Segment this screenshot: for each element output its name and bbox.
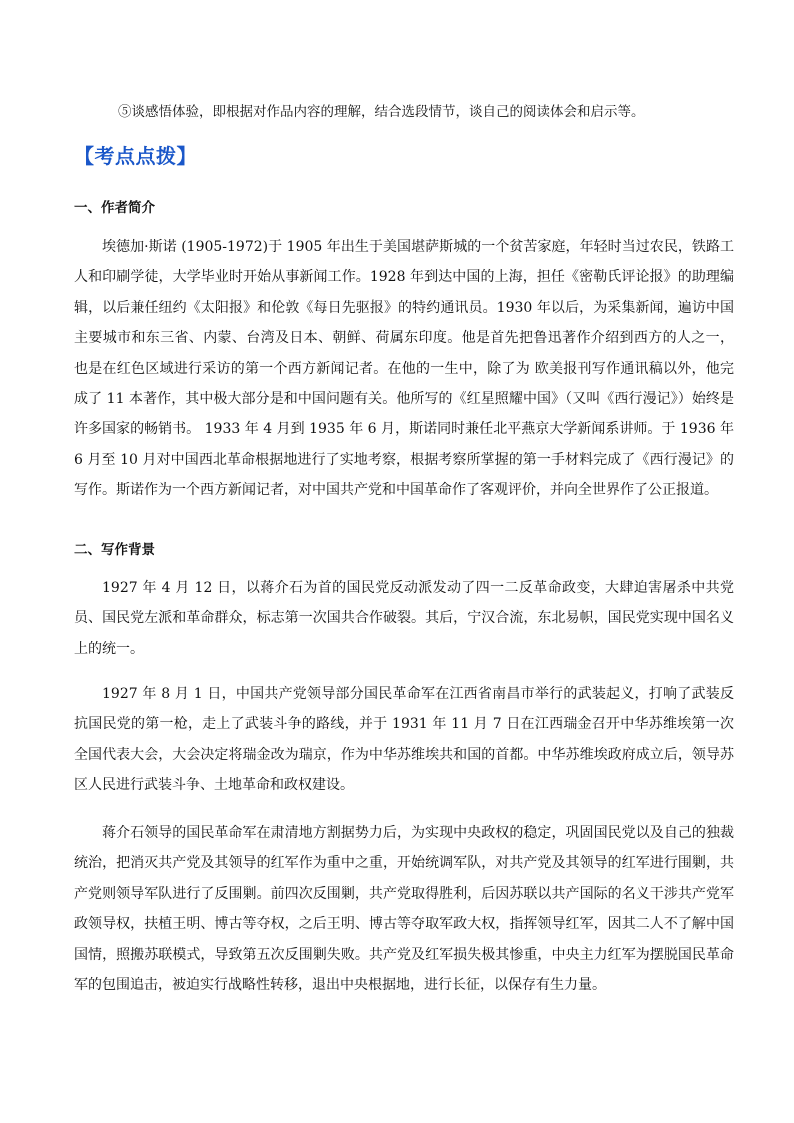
background-heading: 二、写作背景 — [74, 542, 155, 558]
background-paragraph-3: 蒋介石领导的国民革命军在肃清地方割据势力后，为实现中央政权的稳定，巩固国民党以及自己的独裁统治，把消灭共产党及其领导的红军作为重中之重，开始统调军队，对共产党及其领导的红军进行围剿，共产党则领导军队进行了反围剿。前四次反围剿，共产党取得胜利，后因苏联以共产国际的名义干涉共产党军政领导权，扶植王明、博古等夺权，之后王明、博古等夺取军政大权，指挥领导红军，因其二人不了解中国国情，照搬苏联模式，导致第五次反围剿失败。共产党及红军损失极其惨重，中央主力红军为摆脱国民革命军的包围追击，被迫实行战略性转移，退出中央根据地，进行长征，以保存有生力量。 — [74, 825, 734, 994]
author-paragraph: 埃德加·斯诺 (1905-1972)于 1905 年出生于美国堪萨斯城的一个贫苦家庭，年轻时当过农民，铁路工人和印刷学徒，大学毕业时开始从事新闻工作。1928 年到达中国的上海，担任《密勒氏评论报》的助理编辑，以后兼任纽约《太阳报》和伦敦《每日先驱报》的特约通讯员。1930 年以后，为采集新闻，遍访中国主要城市和东三省、内蒙、台湾及日本、朝鲜、荷属东印度。他是首先把鲁迅著作介绍到西方的人之一， 也是在红色区域进行采访的第一个西方新闻记者。在他的一生中，除了为 欧美报刊写作通讯稿以外，他完成了 11 本著作，其中极大部分是和中国问题有关。他所写的《红星照耀中国》（又叫《西行漫记》）始终是许多国家的畅销书。 1933 年 4 月到 1935 年 6 月，斯诺同时兼任北平燕京大学新闻系讲师。于 1936 年 6 月至 10 月对中国西北革命根据地进行了实地考察，根据考察所掌握的第一手材料完成了《西行漫记》的写作。斯诺作为一个西方新闻记者，对中国共产党和中国革命作了客观评价，并向全世界作了公正报道。 — [74, 239, 734, 499]
background-paragraph-2: 1927 年 8 月 1 日，中国共产党领导部分国民革命军在江西省南昌市举行的武装起义，打响了武装反抗国民党的第一枪，走上了武装斗争的路线，并于 1931 年 11 月 7 日在江西瑞金召开中华苏维埃第一次全国代表大会，大会决定将瑞金改为瑞京，作为中华苏维埃共和国的首都。中华苏维埃政府成立后，领导苏区人民进行武装斗争、土地革命和政权建设。 — [74, 686, 734, 794]
item-5-text: ⑤谈感悟体验，即根据对作品内容的理解，结合选段情节，谈自己的阅读体会和启示等。 — [118, 104, 645, 120]
section-title: 【考点点拨】 — [74, 144, 197, 168]
author-heading: 一、作者简介 — [74, 200, 155, 216]
background-paragraph-1: 1927 年 4 月 12 日，以蒋介石为首的国民党反动派发动了四一二反革命政变，大肆迫害屠杀中共党员、国民党左派和革命群众，标志第一次国共合作破裂。其后，宁汉合流，东北易帜，国民党实现中国名义上的统一。 — [74, 580, 734, 657]
